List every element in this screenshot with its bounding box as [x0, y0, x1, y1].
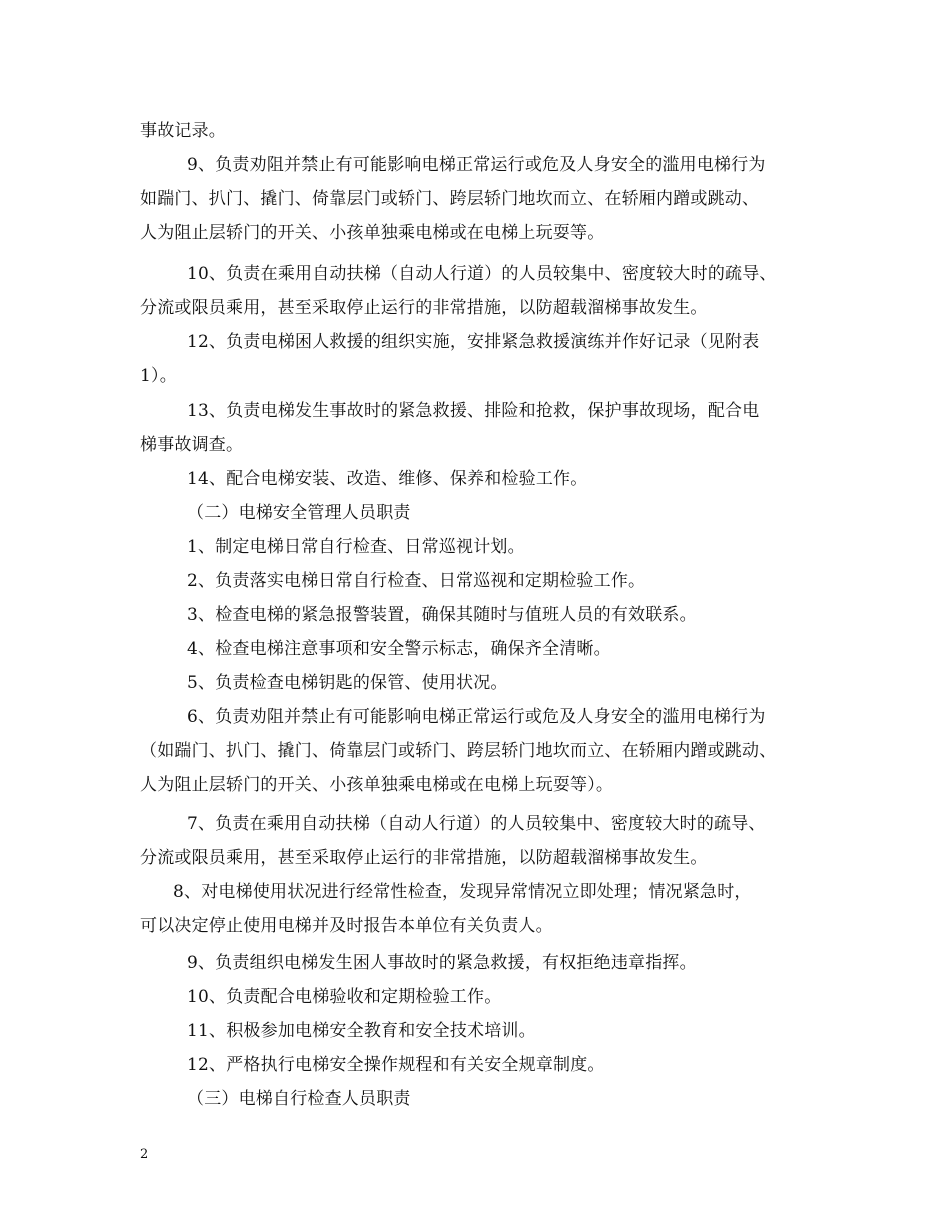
text-line: 6、负责劝阻并禁止有可能影响电梯正常运行或危及人身安全的滥用电梯行为: [187, 707, 766, 727]
section-heading: （三）电梯自行检查人员职责: [187, 1089, 411, 1109]
text-line: 10、负责配合电梯验收和定期检验工作。: [187, 987, 502, 1007]
text-line: 13、负责电梯发生事故时的紧急救援、排险和抢救，保护事故现场，配合电: [187, 401, 760, 421]
text-line: 可以决定停止使用电梯并及时报告本单位有关负责人。: [140, 916, 553, 936]
text-line: 1、制定电梯日常自行检查、日常巡视计划。: [187, 537, 525, 557]
text-line: 12、负责电梯困人救援的组织实施，安排紧急救援演练并作好记录（见附表: [187, 332, 760, 352]
text-line: 14、配合电梯安装、改造、维修、保养和检验工作。: [187, 469, 588, 489]
text-line: 人为阻止层轿门的开关、小孩单独乘电梯或在电梯上玩耍等）。: [140, 775, 614, 795]
text-line: 4、检查电梯注意事项和安全警示标志，确保齐全清晰。: [187, 639, 611, 659]
text-line: 梯事故调查。: [140, 435, 244, 455]
text-line: 8、对电梯使用状况进行经常性检查，发现异常情况立即处理；情况紧急时，: [173, 882, 752, 902]
section-heading: （二）电梯安全管理人员职责: [187, 503, 411, 523]
page-number: 2: [140, 1147, 149, 1162]
text-line: 11、积极参加电梯安全教育和安全技术培训。: [187, 1021, 536, 1041]
text-line: 9、负责劝阻并禁止有可能影响电梯正常运行或危及人身安全的滥用电梯行为: [187, 155, 766, 175]
text-line: 如踹门、扒门、撬门、倚靠层门或轿门、跨层轿门地坎而立、在轿厢内蹭或跳动、: [140, 189, 760, 209]
text-line: 10、负责在乘用自动扶梯（自动人行道）的人员较集中、密度较大时的疏导、: [187, 264, 777, 284]
text-line: 分流或限员乘用，甚至采取停止运行的非常措施，以防超载溜梯事故发生。: [140, 848, 708, 868]
text-line: 5、负责检查电梯钥匙的保管、使用状况。: [187, 673, 508, 693]
text-line: 1）。: [140, 366, 177, 386]
text-line: 9、负责组织电梯发生困人事故时的紧急救援，有权拒绝违章指挥。: [187, 953, 697, 973]
text-line: 12、严格执行电梯安全操作规程和有关安全规章制度。: [187, 1055, 605, 1075]
text-line: 7、负责在乘用自动扶梯（自动人行道）的人员较集中、密度较大时的疏导、: [187, 814, 766, 834]
text-line: 2、负责落实电梯日常自行检查、日常巡视和定期检验工作。: [187, 571, 646, 591]
text-line: 3、检查电梯的紧急报警装置，确保其随时与值班人员的有效联系。: [187, 605, 697, 625]
text-line: （如踹门、扒门、撬门、倚靠层门或轿门、跨层轿门地坎而立、在轿厢内蹭或跳动、: [140, 741, 777, 761]
text-line: 事故记录。: [140, 121, 226, 141]
text-line: 人为阻止层轿门的开关、小孩单独乘电梯或在电梯上玩耍等。: [140, 223, 605, 243]
text-line: 分流或限员乘用，甚至采取停止运行的非常措施，以防超载溜梯事故发生。: [140, 298, 708, 318]
